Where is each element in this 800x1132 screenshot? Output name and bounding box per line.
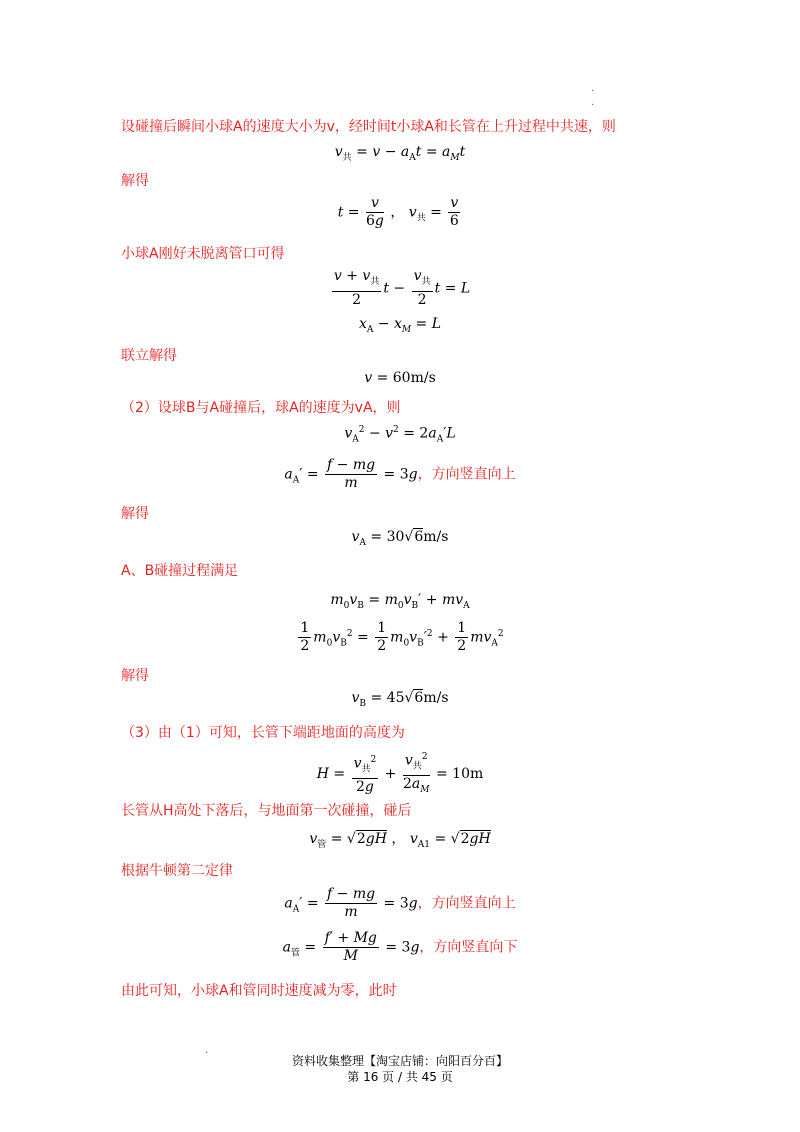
equation-time: t = $\frac{v}{6g}$ ， $v_共$ = $\frac{v}{6}$ bbox=[337, 195, 459, 229]
equation-displacement: $\frac{v + v_共}{2}$ t − $\frac{v_共}{2}$ t = L bbox=[333, 268, 471, 308]
equation-accel-tube: $a_管$ = $\frac{f' + Mg}{M}$ = 3g，方向竖直向下 bbox=[282, 930, 518, 964]
equation-impact-velocity: $v_管 = √2gH$ ， $v_{A1} = √2gH$ bbox=[309, 831, 491, 850]
equation-energy: $\frac{1}{2}$ $m_0v_B^2$ = $\frac{1}{2}$ $m_0v_B'^2$ + $\frac{1}{2}$ $mv_A^2$ bbox=[300, 620, 504, 654]
text-line-5: （2）设球B与A碰撞后，球A的速度为vA，则 bbox=[121, 400, 401, 416]
annotation-up-1: ，方向竖直向上 bbox=[417, 466, 516, 483]
text-line-2: 解得 bbox=[121, 173, 149, 189]
footer-source: 资料收集整理【淘宝店铺：向阳百分百】 bbox=[291, 1054, 508, 1068]
page-dot: · bbox=[591, 86, 595, 97]
text-line-1: 设碰撞后瞬间小球A的速度大小为v，经时间t小球A和长管在上升过程中共速，则 bbox=[121, 119, 616, 135]
text-line-7: A、B碰撞过程满足 bbox=[121, 563, 239, 579]
annotation-up-2: ，方向竖直向上 bbox=[417, 895, 516, 912]
text-line-10: 长管从H高处下落后，与地面第一次碰撞，碰后 bbox=[121, 803, 412, 819]
footer-dot: · bbox=[205, 1048, 209, 1059]
text-line-3: 小球A刚好未脱离管口可得 bbox=[121, 246, 285, 262]
text-line-11: 根据牛顿第二定律 bbox=[121, 863, 233, 879]
equation-va-result: $v_A = 30√6m/s$ bbox=[351, 529, 449, 548]
equation-accel-a-2: $a_A'$ = $\frac{f - mg}{m}$ = 3g，方向竖直向上 bbox=[284, 886, 516, 920]
equation-common-velocity: $v_共 = v - a_At = a_Mt$ bbox=[334, 144, 466, 163]
page-dot: · bbox=[591, 100, 595, 111]
text-line-8: 解得 bbox=[121, 668, 149, 684]
text-line-12: 由此可知，小球A和管同时速度减为零，此时 bbox=[121, 983, 397, 999]
text-line-4: 联立解得 bbox=[121, 348, 177, 364]
annotation-down: ，方向竖直向下 bbox=[419, 939, 518, 956]
equation-accel-a: $a_A'$ = $\frac{f - mg}{m}$ = 3g，方向竖直向上 bbox=[284, 457, 516, 491]
equation-length: $x_A - x_M = L$ bbox=[358, 316, 442, 335]
equation-height: H = $\frac{v_共^2}{2g}$ + $\frac{v_共^2}{2a_M}$ = 10m bbox=[0, 749, 800, 799]
text-line-6: 解得 bbox=[121, 506, 149, 522]
equation-v-result: v = 60m/s bbox=[364, 370, 436, 386]
equation-kinematics: $v_A^2 - v^2 = 2a_A'L$ bbox=[344, 425, 456, 445]
equation-momentum: $m_0v_B = m_0v_B' + mv_A$ bbox=[330, 592, 470, 611]
footer-page-number: 第 16 页 / 共 45 页 bbox=[347, 1070, 453, 1084]
text-line-9: （3）由（1）可知，长管下端距地面的高度为 bbox=[121, 725, 405, 741]
equation-vb-result: $v_B = 45√6m/s$ bbox=[351, 690, 449, 709]
